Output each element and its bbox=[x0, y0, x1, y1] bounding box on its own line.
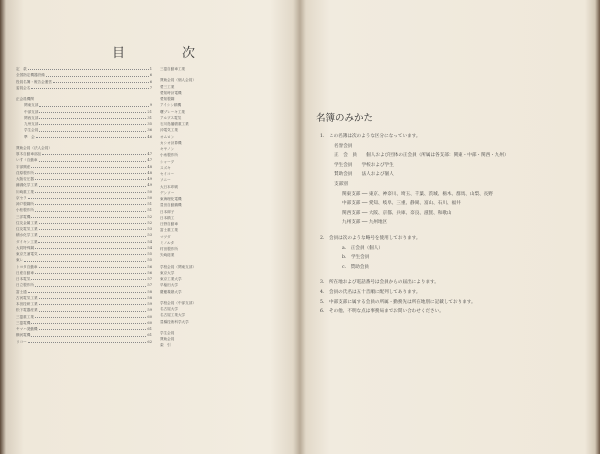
toc-entry-title: 小糸製作所 bbox=[160, 153, 178, 158]
toc-leader-dots bbox=[31, 164, 146, 168]
toc-entry-title: 京セラ bbox=[16, 195, 27, 200]
toc-entry-title: 日産自動車 bbox=[16, 270, 34, 275]
toc-leader-dots bbox=[35, 245, 146, 249]
toc-entry bbox=[160, 342, 282, 348]
body-line: 学生会員 学校および学生 bbox=[334, 162, 394, 168]
toc-leader-dots bbox=[31, 214, 146, 218]
toc-entry-title: 正会員機関 bbox=[16, 97, 34, 101]
toc-leader-dots bbox=[39, 182, 147, 186]
toc-entry-title: 準 会 bbox=[24, 134, 35, 139]
toc-leader-dots bbox=[42, 151, 146, 155]
toc-entry-title: 中部支部 bbox=[24, 109, 39, 114]
toc-entry-page: 53 bbox=[147, 227, 152, 231]
toc-leader-dots bbox=[35, 282, 146, 286]
toc-column-2 bbox=[160, 66, 282, 349]
toc-entry-title: 委員会名 bbox=[16, 85, 31, 90]
toc-entry bbox=[16, 134, 152, 140]
toc-entry-title: 東京大学 bbox=[160, 270, 175, 275]
toc-entry-title: ソニー bbox=[160, 178, 171, 183]
toc-entry-title: 日本碍子 bbox=[160, 209, 175, 214]
toc-entry-page: 52 bbox=[147, 214, 152, 219]
toc-entry-title: いすゞ自動車 bbox=[16, 158, 38, 163]
toc-entry-title: ダイキン工業 bbox=[16, 239, 38, 244]
toc-entry-title: オムロン bbox=[160, 134, 175, 139]
toc-entry-title: 鐘淵化学工業 bbox=[16, 183, 38, 188]
toc-entry-title: 厚木自動車部品 bbox=[16, 152, 42, 156]
toc-entry-title: 曙ブレーキ工業 bbox=[160, 109, 186, 114]
toc-leader-dots bbox=[46, 72, 149, 76]
body-line: c. 賛助会員 bbox=[342, 264, 370, 270]
toc-entry-title: 住友金属工業 bbox=[16, 220, 38, 225]
toc-leader-dots bbox=[39, 232, 147, 236]
toc-entry-page: 55 bbox=[147, 258, 152, 263]
toc-leader-dots bbox=[39, 121, 146, 125]
toc-leader-dots bbox=[28, 339, 147, 343]
right-page-body bbox=[320, 132, 580, 317]
toc-entry-page: 60 bbox=[147, 314, 152, 319]
body-line: 九州支部 ── 九州地区 bbox=[342, 220, 388, 226]
body-line: 関西支部 ── 大阪、京都、兵庫、奈良、滋賀、和歌山 bbox=[342, 210, 452, 216]
toc-leader-dots bbox=[35, 270, 146, 274]
toc-entry-title: 東京芝浦電気 bbox=[16, 252, 38, 256]
toc-entry-page: 62 bbox=[147, 339, 152, 344]
toc-leader-dots bbox=[53, 79, 149, 83]
toc-leader-dots bbox=[35, 170, 146, 174]
toc-leader-dots bbox=[39, 326, 147, 330]
toc-entry-page: 57 bbox=[147, 283, 152, 288]
toc-entry-title: 富士重工業 bbox=[160, 228, 178, 233]
toc-entry-page: 46 bbox=[147, 134, 152, 139]
toc-entry-page: 7 bbox=[149, 85, 152, 90]
toc-entry-title: 索 引 bbox=[160, 343, 171, 348]
toc-entry-title: 大日本印刷 bbox=[160, 184, 178, 189]
body-line: 中部支部 ── 愛知、岐阜、三重、静岡、富山、石川、福井 bbox=[342, 201, 461, 207]
toc-entry-page: 35 bbox=[147, 122, 152, 126]
toc-entry-title: 積水化学工業 bbox=[16, 233, 38, 238]
toc-entry-title: キヤノン bbox=[160, 147, 175, 151]
toc-entry-title: アルプス電気 bbox=[160, 115, 182, 120]
toc-entry-title: 学校会員（関東支部） bbox=[160, 264, 196, 269]
body-line: 3. 所在地および電話番号は会員からの届出によります。 bbox=[320, 280, 439, 286]
toc-entry-page: 54 bbox=[147, 245, 152, 250]
toc-entry-page: 36 bbox=[147, 128, 152, 133]
toc-entry-page: 1 bbox=[149, 67, 152, 71]
toc-leader-dots bbox=[39, 102, 148, 106]
toc-entry-page: 47 bbox=[147, 152, 152, 156]
toc-entry-page: 58 bbox=[147, 295, 152, 300]
toc-entry-title: 本田技研工業 bbox=[16, 302, 38, 306]
toc-entry-title: 学生会員 bbox=[160, 330, 175, 335]
toc-leader-dots bbox=[35, 314, 146, 318]
toc-entry-page: 61 bbox=[147, 327, 152, 331]
body-line: 2. 会員は次のような略号を使用しております。 bbox=[320, 235, 421, 241]
toc-leader-dots bbox=[36, 134, 147, 138]
toc-leader-dots bbox=[35, 201, 146, 205]
toc-entry-page: 51 bbox=[147, 202, 152, 206]
toc-entry bbox=[16, 339, 152, 345]
toc-entry-title: 神戸製鋼所 bbox=[16, 202, 34, 206]
toc-entry-page: 55 bbox=[147, 252, 152, 256]
toc-entry-page: 56 bbox=[147, 270, 152, 275]
toc-leader-dots bbox=[39, 157, 147, 161]
toc-leader-dots bbox=[28, 289, 147, 293]
toc-leader-dots bbox=[28, 195, 147, 199]
toc-entry-page: 61 bbox=[147, 333, 152, 338]
toc-leader-dots bbox=[39, 226, 147, 230]
toc-leader-dots bbox=[31, 320, 146, 324]
toc-entry-title: 関東支部 bbox=[24, 103, 39, 108]
toc-entry-page: 48 bbox=[147, 170, 152, 175]
toc-entry-title: 慶應義塾大学 bbox=[160, 289, 182, 294]
toc-entry-title: 三菱重工業 bbox=[16, 314, 34, 319]
toc-entry-title: 名古屋大学 bbox=[160, 307, 178, 311]
toc-entry-title: 三菱自動車工業 bbox=[160, 67, 186, 71]
toc-entry bbox=[16, 85, 152, 91]
toc-entry-title: 賛助会員（法人会員） bbox=[16, 145, 52, 150]
body-line: 正 会 員 個人および団体の正会員（所属は各支部：関東・中部・関西・九州） bbox=[334, 153, 509, 159]
toc-entry-page: 57 bbox=[147, 277, 152, 281]
toc-entry-page: 9 bbox=[149, 103, 152, 108]
toc-leader-dots bbox=[39, 127, 146, 131]
toc-leader-dots bbox=[35, 189, 146, 193]
toc-entry-page: 51 bbox=[147, 208, 152, 213]
toc-leader-dots bbox=[28, 66, 149, 70]
toc-entry-title: 古河電気工業 bbox=[16, 295, 38, 300]
toc-entry-title: 沖電気工業 bbox=[160, 128, 178, 133]
toc-leader-dots bbox=[35, 176, 146, 180]
body-line: b. 学生会員 bbox=[342, 255, 370, 261]
toc-entry-title: 東海理化電機 bbox=[160, 197, 182, 201]
toc-entry-title: 富士通 bbox=[16, 289, 27, 294]
toc-entry-page: 6 bbox=[149, 79, 152, 84]
toc-entry-title: 定 款 bbox=[16, 67, 27, 71]
toc-leader-dots bbox=[38, 239, 146, 243]
body-line: 4. 会員の氏名は五十音順に配列してあります。 bbox=[320, 289, 421, 295]
toc-entry-title: 早稲田大学 bbox=[160, 283, 178, 288]
toc-entry-title: 豊田自動織機 bbox=[160, 203, 182, 208]
toc-entry-title: 川崎重工業 bbox=[16, 189, 34, 194]
toc-entry-title: 愛知製鋼 bbox=[160, 97, 175, 101]
toc-entry-page: 52 bbox=[147, 220, 152, 225]
toc-entry-page: 49 bbox=[147, 177, 152, 181]
toc-leader-dots bbox=[39, 220, 147, 224]
toc-column-1 bbox=[16, 66, 152, 345]
toc-entry-page: 53 bbox=[147, 233, 152, 238]
toc-entry-title: 大同特殊鋼 bbox=[16, 245, 34, 250]
toc-entry-title: 九州支部 bbox=[24, 122, 39, 126]
body-line: 名誉会員 bbox=[334, 143, 353, 149]
toc-entry-title: 賛助会員（個人会員） bbox=[160, 78, 196, 83]
toc-entry-title: アイシン精機 bbox=[160, 103, 182, 108]
toc-leader-dots bbox=[31, 332, 146, 336]
toc-entry bbox=[160, 319, 282, 325]
body-line: 支部別 bbox=[334, 181, 348, 187]
body-line: 6. その他、不明な点は事務局までお問い合わせください。 bbox=[320, 309, 444, 315]
toc-entry-page: 58 bbox=[147, 289, 152, 294]
toc-entry-title: 賛助会員 bbox=[160, 337, 175, 341]
toc-entry-title: 三菱電機 bbox=[16, 320, 31, 325]
toc-entry bbox=[160, 252, 282, 258]
toc-entry-title: デンソー bbox=[160, 190, 175, 195]
toc-entry-title: 愛三工業 bbox=[160, 84, 175, 89]
toc-entry-page: 50 bbox=[147, 195, 152, 200]
toc-entry-title: 日野自動車 bbox=[160, 222, 178, 226]
toc-entry-title: スズキ bbox=[160, 165, 171, 170]
toc-entry-title: 三洋電機 bbox=[16, 214, 31, 219]
toc-leader-dots bbox=[24, 257, 146, 261]
toc-entry-title: マツダ bbox=[160, 234, 171, 239]
toc-entry-title: セイコー bbox=[160, 172, 175, 176]
toc-leader-dots bbox=[39, 109, 146, 113]
toc-entry-title: 石川島播磨重工業 bbox=[160, 122, 189, 126]
toc-entry-page: 48 bbox=[147, 164, 152, 169]
toc-entry-title: 東京工業大学 bbox=[160, 277, 182, 281]
toc-entry-title: ヤマハ発動機 bbox=[16, 327, 38, 331]
toc-leader-dots bbox=[39, 264, 147, 268]
toc-entry-title: 村田製作所 bbox=[160, 247, 178, 251]
toc-entry-title: 日本精工 bbox=[160, 215, 175, 220]
toc-leader-dots bbox=[39, 251, 147, 255]
section-heading: 名簿のみかた bbox=[316, 113, 374, 124]
toc-entry-page: 50 bbox=[147, 189, 152, 194]
toc-entry-title: シャープ bbox=[160, 159, 175, 164]
toc-leader-dots bbox=[39, 295, 147, 299]
toc-leader-dots bbox=[39, 307, 147, 311]
toc-entry-title: トヨタ自動車 bbox=[16, 264, 38, 269]
toc-entry-title: 日本電気 bbox=[16, 277, 31, 281]
body-line: a. 正会員（個人） bbox=[342, 245, 383, 251]
toc-entry-page: 54 bbox=[147, 239, 152, 244]
toc-entry-title: 小松製作所 bbox=[16, 208, 34, 213]
toc-entry-title: 豊橋技術科学大学 bbox=[160, 319, 189, 324]
toc-entry-page: 59 bbox=[147, 302, 152, 306]
toc-entry-title: 学生会員 bbox=[24, 128, 39, 133]
toc-entry-title: 矢崎総業 bbox=[160, 253, 175, 258]
toc-entry-page: 21 bbox=[147, 109, 152, 114]
toc-entry bbox=[160, 289, 282, 295]
toc-entry-title: 全国指定機器設備 bbox=[16, 73, 45, 78]
toc-entry-title: 名古屋工業大学 bbox=[160, 313, 186, 318]
toc-entry-title: 横河電機 bbox=[16, 333, 31, 338]
toc-entry-page: 6 bbox=[149, 73, 152, 78]
toc-entry-title: 荏原製作所 bbox=[16, 170, 34, 175]
toc-entry-title: 学校会員（中部支部） bbox=[160, 300, 196, 305]
toc-entry-page: 31 bbox=[147, 115, 152, 120]
toc-entry-page: 47 bbox=[147, 158, 152, 163]
body-line: 賛助会員 法人および個人 bbox=[334, 172, 394, 178]
toc-entry-page: 60 bbox=[147, 320, 152, 325]
body-line: 関東支部 ── 東京、神奈川、埼玉、千葉、茨城、栃木、群馬、山梨、長野 bbox=[342, 191, 493, 197]
toc-leader-dots bbox=[39, 301, 147, 305]
toc-leader-dots bbox=[35, 207, 146, 211]
toc-leader-dots bbox=[39, 115, 146, 119]
toc-leader-dots bbox=[31, 276, 146, 280]
toc-entry-title: 愛知時計電機 bbox=[160, 90, 182, 95]
toc-entry-title: 松下電器産業 bbox=[16, 308, 38, 313]
toc-entry-title: 日立製作所 bbox=[16, 283, 34, 288]
body-line: 5. 中部支部に属する会員の所属・勤務先は所在地別に記載しております。 bbox=[320, 299, 476, 305]
toc-entry-title: ミノルタ bbox=[160, 240, 175, 245]
left-page bbox=[0, 0, 298, 454]
toc-entry-page: 49 bbox=[147, 183, 152, 188]
toc-entry-title: リコー bbox=[16, 339, 27, 344]
toc-entry-title: 宇部興産 bbox=[16, 164, 31, 169]
toc-entry-title: 住友電気工業 bbox=[16, 227, 38, 231]
toc-entry bbox=[160, 66, 282, 72]
toc-entry-page: 56 bbox=[147, 264, 152, 269]
toc-title: 目 次 bbox=[112, 46, 218, 61]
body-line: 1. この名簿は次のような区分になっています。 bbox=[320, 134, 421, 139]
toc-entry-title: 役員名簿・報告会運営 bbox=[16, 79, 52, 84]
toc-entry-title: 大阪変圧器 bbox=[16, 177, 34, 181]
toc-entry-title: 東レ bbox=[16, 258, 24, 263]
toc-entry-title: カシオ計算機 bbox=[160, 140, 182, 145]
toc-entry-title: 関西支部 bbox=[24, 115, 39, 120]
toc-leader-dots bbox=[31, 85, 148, 89]
toc-entry-page: 59 bbox=[147, 308, 152, 313]
